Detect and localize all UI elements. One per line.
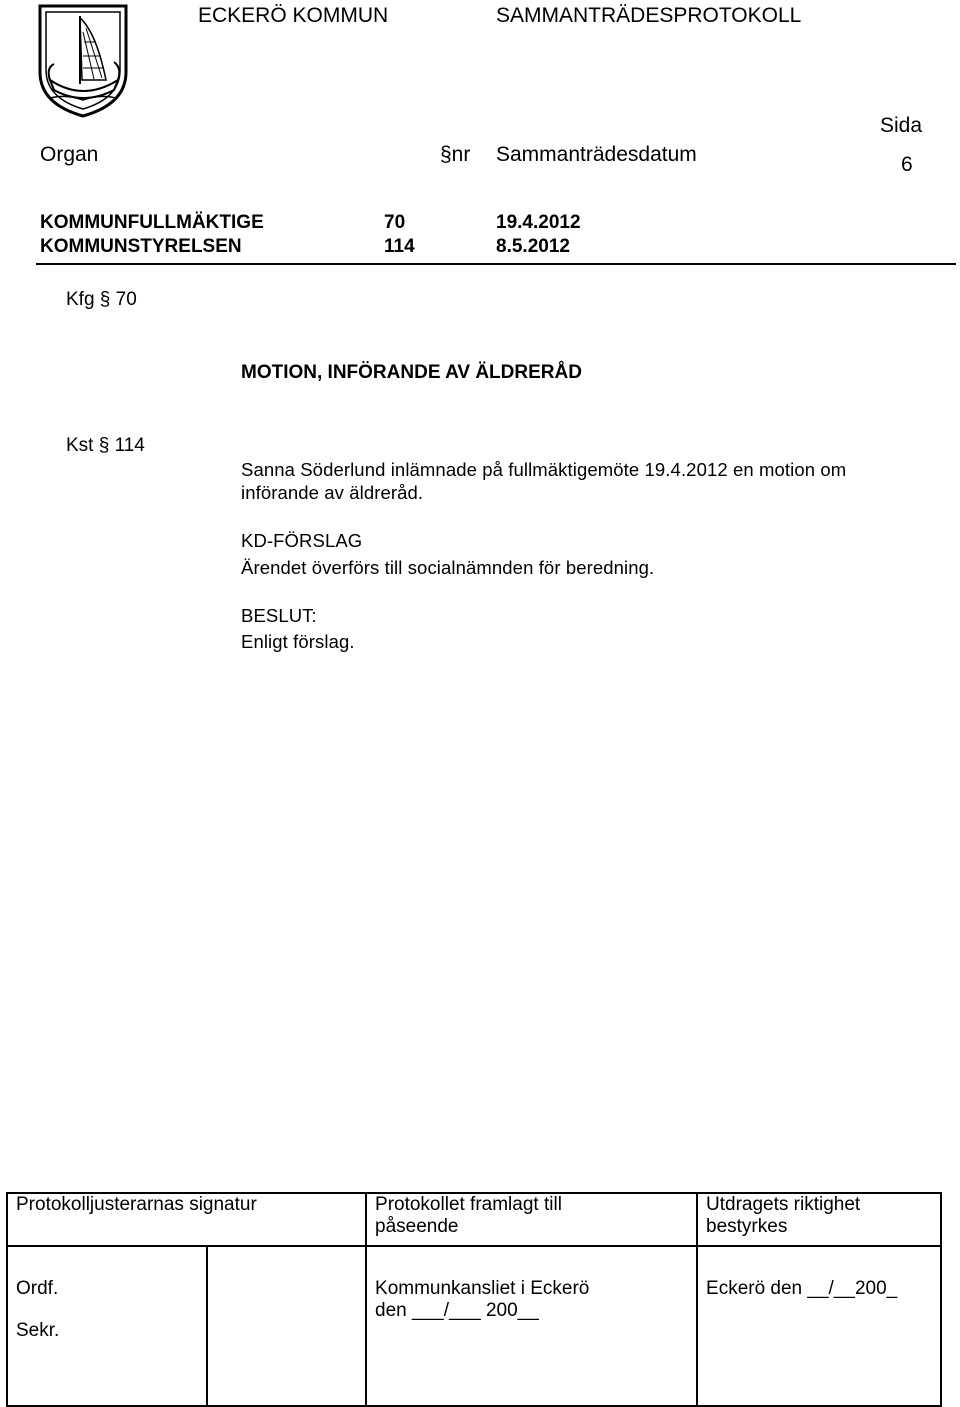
meeting-organ-1: KOMMUNFULLMÄKTIGE bbox=[40, 212, 264, 233]
certification-header-cell bbox=[697, 1193, 941, 1246]
organ-label: Organ bbox=[40, 143, 99, 166]
document-type: SAMMANTRÄDESPROTOKOLL bbox=[496, 4, 802, 27]
signature-header-cell bbox=[7, 1193, 366, 1246]
public-display-value-cell bbox=[366, 1246, 697, 1406]
adjusters-signature-label: Protokolljusterarnas signatur bbox=[16, 1194, 257, 1215]
public-display-label-line1: Protokollet framlagt till bbox=[375, 1194, 562, 1215]
public-display-header-cell bbox=[366, 1193, 697, 1246]
certification-label-line1: Utdragets riktighet bbox=[706, 1194, 861, 1215]
public-display-place: Kommunkansliet i Eckerö bbox=[375, 1278, 590, 1299]
meeting-date-2: 8.5.2012 bbox=[496, 236, 570, 257]
meeting-date-label: Sammanträdesdatum bbox=[496, 143, 697, 166]
meeting-nr-1: 70 bbox=[384, 212, 406, 233]
municipality-name: ECKERÖ KOMMUN bbox=[198, 4, 389, 27]
meeting-date-1: 19.4.2012 bbox=[496, 212, 581, 233]
certification-label-line2: bestyrkes bbox=[706, 1216, 788, 1237]
municipality-coat-of-arms-icon bbox=[36, 2, 130, 120]
secretary-label: Sekr. bbox=[16, 1320, 60, 1341]
proposal-text: Ärendet överförs till socialnämnden för beredning. bbox=[241, 557, 655, 578]
body-line-1: Sanna Söderlund inlämnade på fullmäktigemöte 19.4.2012 en motion om bbox=[241, 459, 847, 480]
chair-label: Ordf. bbox=[16, 1278, 59, 1299]
meeting-nr-2: 114 bbox=[384, 236, 415, 257]
signature-table bbox=[6, 1192, 942, 1407]
decision-heading: BESLUT: bbox=[241, 605, 317, 626]
chair-secretary-cell bbox=[7, 1246, 207, 1406]
proposal-heading: KD-FÖRSLAG bbox=[241, 530, 363, 551]
matter-title: MOTION, INFÖRANDE AV ÄLDRERÅD bbox=[241, 362, 582, 383]
meeting-organ-2: KOMMUNSTYRELSEN bbox=[40, 236, 242, 257]
header-divider bbox=[36, 263, 956, 265]
certification-date: Eckerö den __/__200_ bbox=[706, 1278, 898, 1299]
certification-value-cell bbox=[697, 1246, 941, 1406]
signature-blank-cell bbox=[207, 1246, 366, 1406]
page-number: 6 bbox=[901, 153, 913, 176]
decision-text: Enligt förslag. bbox=[241, 631, 355, 652]
page-label: Sida bbox=[880, 114, 923, 137]
kst-reference: Kst § 114 bbox=[66, 435, 145, 456]
kfg-reference: Kfg § 70 bbox=[66, 289, 137, 310]
body-line-2: införande av äldreråd. bbox=[241, 482, 424, 503]
public-display-label-line2: påseende bbox=[375, 1216, 459, 1237]
section-number-label: §nr bbox=[440, 143, 471, 166]
public-display-date: den ___/___ 200__ bbox=[375, 1300, 539, 1321]
